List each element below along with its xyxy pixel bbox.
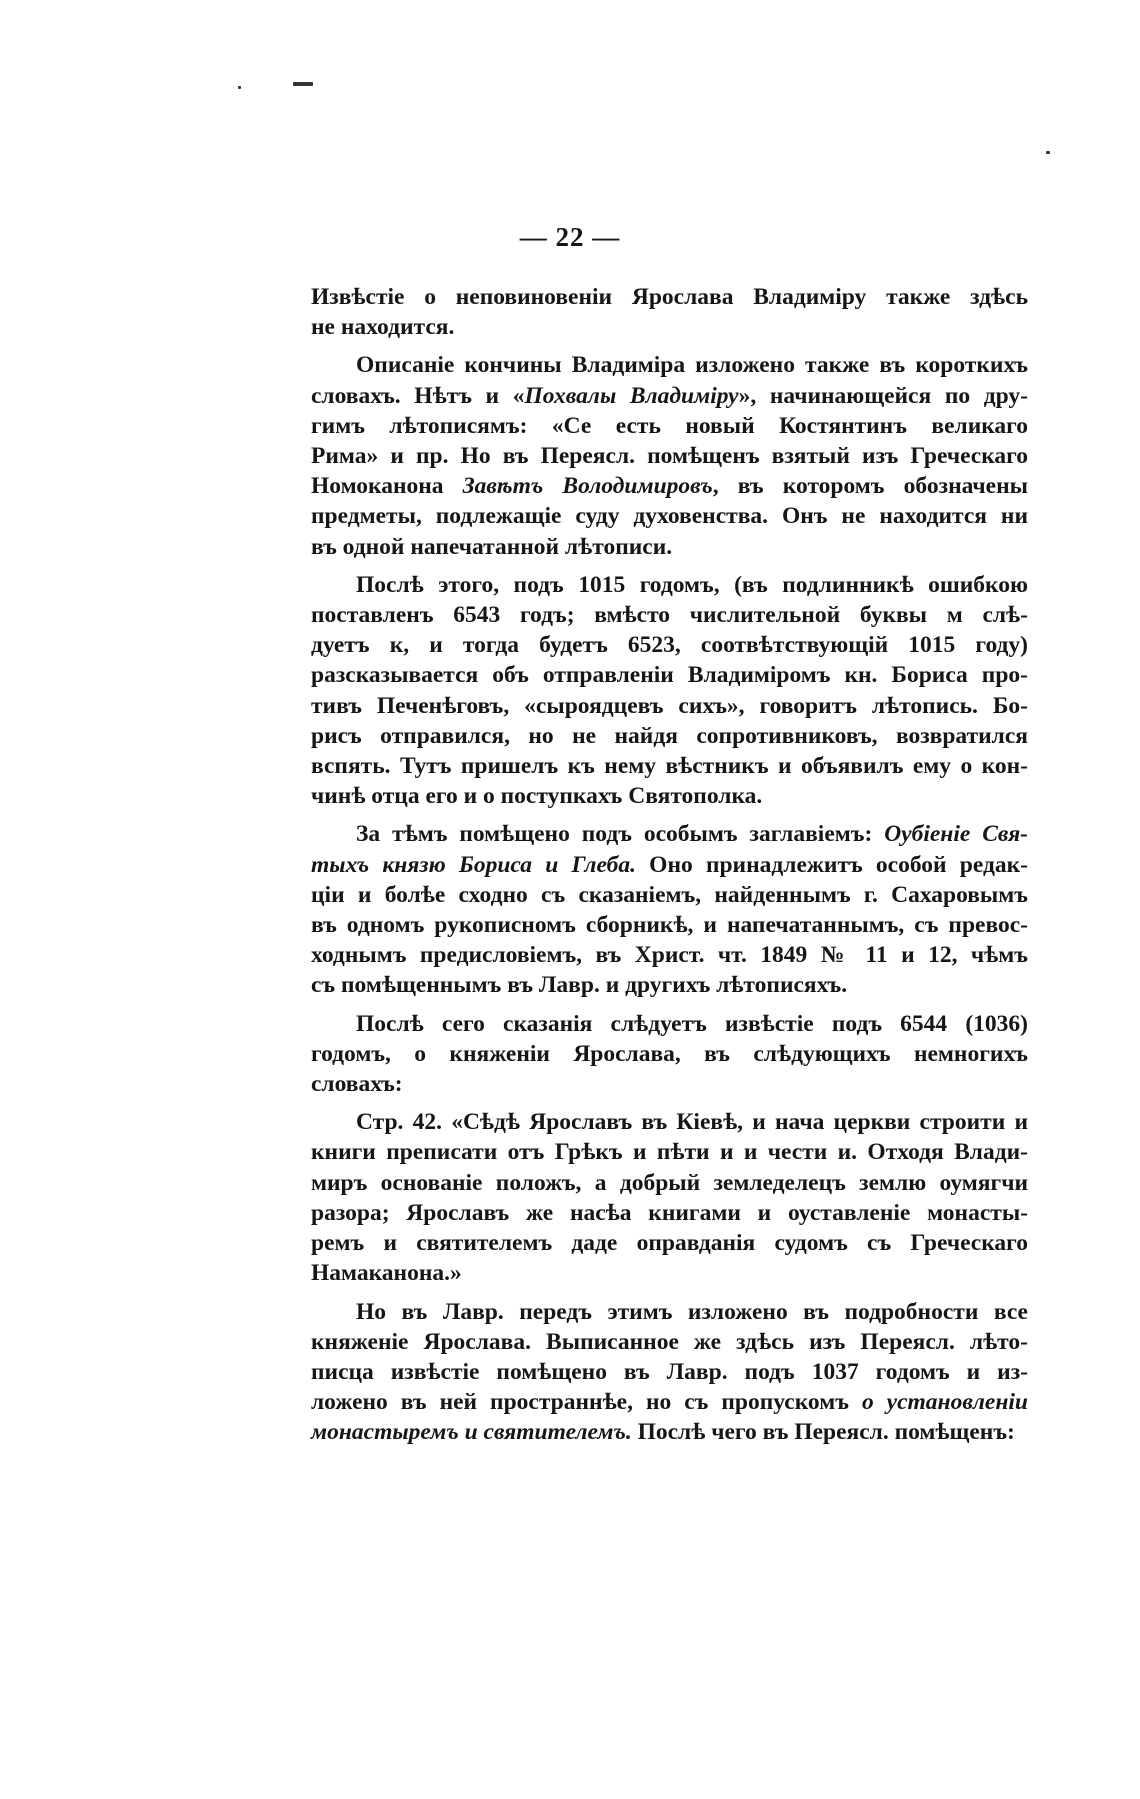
text-line: разора; Ярославъ же насѣа книгами и оуставленіе монасты- [311, 1199, 1028, 1226]
text-line: годомъ, о княженіи Ярослава, въ слѣдующихъ немногихъ [311, 1040, 1028, 1067]
text-line: дуетъ к, и тогда будетъ 6523, соотвѣтствующій 1015 году) [311, 632, 1028, 659]
text-line: миръ основаніе положъ, а добрый земледелецъ землю оумягчи [311, 1169, 1028, 1196]
italic-phrase: тыхъ князю Бориса и Глеба. [311, 851, 636, 878]
text-line: поставленъ 6543 годъ; вмѣсто числительной буквы м слѣ- [311, 602, 1028, 629]
text-line: не находится. [311, 314, 455, 341]
text-line: книги преписати отъ Грѣкъ и пѣти и и чести и. Отходя Влади- [311, 1139, 1028, 1166]
paragraph [311, 350, 1028, 561]
text-line: словахъ: [311, 1071, 403, 1098]
text-line: Рима» и пр. Но въ Переясл. помѣщенъ взятый изъ Греческаго [311, 443, 1028, 470]
italic-phrase: о установленіи [861, 1389, 1028, 1416]
paragraph [311, 282, 1028, 342]
text-line: Послѣ сего сказанія слѣдуетъ извѣстіе подъ 6544 (1036) [356, 1010, 1028, 1037]
scan-dot [1046, 151, 1050, 154]
text-line: съ помѣщеннымъ въ Лавр. и другихъ лѣтописяхъ. [311, 972, 848, 999]
italic-phrase: Завѣтъ Володимировъ [462, 473, 713, 500]
text-line: ходнымъ предисловіемъ, въ Христ. чт. 1849 № 11 и 12, чѣмъ [311, 942, 1028, 969]
paragraph [311, 819, 1028, 1000]
text-line: словахъ. Нѣтъ и «Похвалы Владиміру», начинающейся по дру- [311, 382, 1028, 409]
text-line: вспять. Тутъ пришелъ къ нему вѣстникъ и объявилъ ему о кон- [311, 753, 1028, 780]
text-line: писца извѣстіе помѣщено въ Лавр. подъ 1037 годомъ и из- [311, 1358, 1028, 1385]
paragraph [311, 1107, 1028, 1288]
text-line: Описаніе кончины Владиміра изложено также въ короткихъ [356, 352, 1028, 379]
text-line: княженіе Ярослава. Выписанное же здѣсь изъ Переясл. лѣто- [311, 1328, 1028, 1355]
text-line: Стр. 42. «Сѣдѣ Ярославъ въ Кіевѣ, и нача церкви строити и [356, 1109, 1028, 1136]
text-line: За тѣмъ помѣщено подъ особымъ заглавіемъ: Оубіеніе Свя- [356, 821, 1029, 848]
text-line: Извѣстіе о неповиновеніи Ярослава Владиміру также здѣсь [311, 284, 1028, 310]
text-line: Номоканона Завѣтъ Володимировъ, въ которомъ обозначены [311, 473, 1028, 500]
text-line: предметы, подлежащіе суду духовенства. Онъ не находится ни [311, 503, 1028, 530]
text-line: чинѣ отца его и о поступкахъ Святополка. [311, 783, 763, 810]
text-line: ложено въ ней пространнѣе, но съ пропускомъ о установленіи [311, 1389, 1028, 1416]
text-line: тыхъ князю Бориса и Глеба. Оно принадлежитъ особой редак- [311, 851, 1028, 878]
paragraph [311, 1009, 1028, 1100]
text-line: въ одномъ рукописномъ сборникѣ, и напечатаннымъ, съ превос- [311, 912, 1028, 939]
text-line: тивъ Печенѣговъ, «сыроядцевъ сихъ», говоритъ лѣтопись. Бо- [311, 692, 1028, 719]
page-number: — 22 — [519, 222, 621, 252]
paragraph [311, 570, 1028, 812]
body-text [311, 282, 1028, 1448]
italic-phrase: монастыремъ и святителемъ. [311, 1419, 632, 1446]
text-line: въ одной напечатанной лѣтописи. [311, 533, 673, 560]
text-line: рисъ отправился, но не найдя сопротивниковъ, возвратился [311, 722, 1028, 749]
text-line: Намаканона.» [311, 1260, 462, 1287]
scan-mark [293, 82, 313, 86]
text-line: ціи и болѣе сходно съ сказаніемъ, найденнымъ г. Сахаровымъ [311, 881, 1028, 908]
italic-phrase: Похвалы Владиміру [524, 382, 739, 409]
text-line: ремъ и святителемъ даде оправданія судомъ съ Греческаго [311, 1230, 1028, 1257]
text-line: монастыремъ и святителемъ. Послѣ чего въ Переясл. помѣщенъ: [311, 1419, 1015, 1446]
text-line: разсказывается объ отправленіи Владиміромъ кн. Бориса про- [311, 662, 1028, 689]
italic-phrase: Оубіеніе Свя- [884, 821, 1029, 848]
text-line: Но въ Лавр. передъ этимъ изложено въ подробности все [356, 1298, 1028, 1325]
paragraph [311, 1297, 1028, 1448]
text-line: гимъ лѣтописямъ: «Се есть новый Костянтинъ великаго [311, 412, 1028, 439]
text-line: Послѣ этого, подъ 1015 годомъ, (въ подлинникѣ ошибкою [356, 571, 1028, 598]
scan-dot [238, 86, 241, 89]
